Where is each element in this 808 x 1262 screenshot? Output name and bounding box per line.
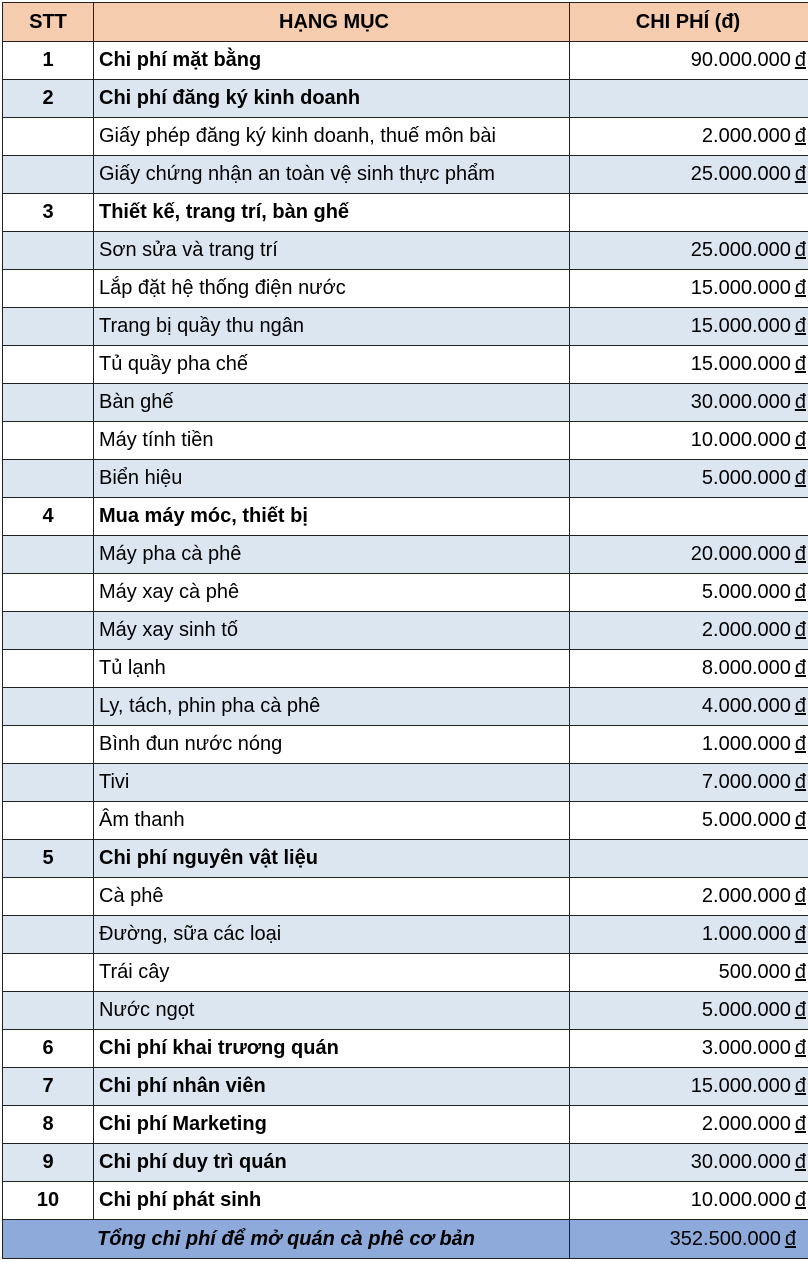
row-cost: [570, 650, 808, 688]
table-row: [3, 916, 808, 954]
row-cost: [570, 346, 808, 384]
row-item: Máy xay sinh tố: [94, 612, 570, 650]
currency-symbol: đ: [794, 429, 806, 451]
row-item: Chi phí Marketing: [94, 1106, 570, 1144]
row-stt: [3, 802, 94, 840]
row-item: Tủ lạnh: [94, 650, 570, 688]
table-row: [3, 498, 808, 536]
row-stt: 10: [3, 1182, 94, 1220]
table-row: [3, 1030, 808, 1068]
cost-value: 30.000.000: [690, 1151, 791, 1173]
row-cost: [570, 422, 808, 460]
cost-value: 8.000.000: [701, 657, 791, 679]
row-stt: [3, 878, 94, 916]
row-item: Máy tính tiền: [94, 422, 570, 460]
total-row: [3, 1220, 808, 1259]
row-item: Thiết kế, trang trí, bàn ghế: [94, 194, 570, 232]
row-item: Bình đun nước nóng: [94, 726, 570, 764]
table-row: [3, 346, 808, 384]
row-cost: [570, 536, 808, 574]
table-row: [3, 650, 808, 688]
cost-value: 4.000.000: [701, 695, 791, 717]
currency-symbol: đ: [794, 353, 806, 375]
table-row: [3, 612, 808, 650]
cost-value: 2.000.000: [701, 619, 791, 641]
row-cost: [570, 878, 808, 916]
cost-value: 1.000.000: [701, 733, 791, 755]
row-item: Nước ngọt: [94, 992, 570, 1030]
row-item: Sơn sửa và trang trí: [94, 232, 570, 270]
row-cost: [570, 460, 808, 498]
currency-symbol: đ: [794, 733, 806, 755]
row-cost: [570, 1182, 808, 1220]
total-value: 352.500.000: [669, 1227, 781, 1250]
currency-symbol: đ: [794, 239, 806, 261]
row-stt: [3, 308, 94, 346]
row-stt: 4: [3, 498, 94, 536]
row-item: Máy xay cà phê: [94, 574, 570, 612]
cost-value: 5.000.000: [701, 581, 791, 603]
row-cost: [570, 118, 808, 156]
row-stt: 5: [3, 840, 94, 878]
cost-value: 10.000.000: [690, 429, 791, 451]
row-cost: [570, 612, 808, 650]
table-row: [3, 422, 808, 460]
row-stt: [3, 384, 94, 422]
cost-value: 10.000.000: [690, 1189, 791, 1211]
row-item: Tivi: [94, 764, 570, 802]
row-cost: [570, 688, 808, 726]
row-stt: 7: [3, 1068, 94, 1106]
table-row: [3, 270, 808, 308]
cost-value: 15.000.000: [690, 1075, 791, 1097]
row-stt: [3, 612, 94, 650]
table-row: [3, 1068, 808, 1106]
currency-symbol: đ: [794, 1075, 806, 1097]
row-cost: [570, 80, 808, 118]
row-cost: [570, 384, 808, 422]
row-stt: [3, 688, 94, 726]
table-row: [3, 802, 808, 840]
row-item: Chi phí khai trương quán: [94, 1030, 570, 1068]
row-cost: [570, 1144, 808, 1182]
table-row: [3, 954, 808, 992]
row-stt: [3, 916, 94, 954]
row-stt: [3, 536, 94, 574]
row-cost: [570, 194, 808, 232]
cost-value: 25.000.000: [690, 163, 791, 185]
row-stt: 2: [3, 80, 94, 118]
table-row: [3, 194, 808, 232]
row-item: Tủ quầy pha chế: [94, 346, 570, 384]
cost-value: 25.000.000: [690, 239, 791, 261]
row-item: Âm thanh: [94, 802, 570, 840]
cost-value: 5.000.000: [701, 809, 791, 831]
row-cost: [570, 1030, 808, 1068]
row-item: Mua máy móc, thiết bị: [94, 498, 570, 536]
row-stt: [3, 574, 94, 612]
cost-value: 15.000.000: [690, 315, 791, 337]
row-cost: [570, 840, 808, 878]
row-cost: [570, 308, 808, 346]
table-row: [3, 1106, 808, 1144]
table-row: [3, 460, 808, 498]
currency-symbol: đ: [794, 657, 806, 679]
table-row: [3, 1144, 808, 1182]
row-item: Chi phí nhân viên: [94, 1068, 570, 1106]
row-item: Chi phí phát sinh: [94, 1182, 570, 1220]
row-cost: [570, 992, 808, 1030]
row-stt: [3, 346, 94, 384]
row-item: Lắp đặt hệ thống điện nước: [94, 270, 570, 308]
currency-symbol: đ: [794, 923, 806, 945]
row-stt: [3, 726, 94, 764]
row-stt: [3, 270, 94, 308]
currency-symbol: đ: [794, 1037, 806, 1059]
row-stt: [3, 954, 94, 992]
currency-symbol: đ: [794, 581, 806, 603]
row-item: Trái cây: [94, 954, 570, 992]
currency-symbol: đ: [794, 315, 806, 337]
header-item: HẠNG MỤC: [94, 3, 570, 42]
table-row: [3, 536, 808, 574]
table-row: [3, 42, 808, 80]
row-stt: [3, 232, 94, 270]
row-stt: 9: [3, 1144, 94, 1182]
row-stt: [3, 764, 94, 802]
table-row: [3, 574, 808, 612]
row-item: Giấy chứng nhận an toàn vệ sinh thực phẩm: [94, 156, 570, 194]
row-stt: [3, 650, 94, 688]
cost-value: 15.000.000: [690, 353, 791, 375]
row-stt: [3, 460, 94, 498]
row-item: Chi phí đăng ký kinh doanh: [94, 80, 570, 118]
cost-value: 20.000.000: [690, 543, 791, 565]
cost-value: 7.000.000: [701, 771, 791, 793]
table-row: [3, 840, 808, 878]
row-item: Bàn ghế: [94, 384, 570, 422]
currency-symbol: đ: [794, 163, 806, 185]
table-row: [3, 726, 808, 764]
table-row: [3, 992, 808, 1030]
currency-symbol: đ: [794, 1151, 806, 1173]
row-item: Ly, tách, phin pha cà phê: [94, 688, 570, 726]
currency-symbol: đ: [794, 467, 806, 489]
currency-symbol: đ: [794, 125, 806, 147]
row-item: Trang bị quầy thu ngân: [94, 308, 570, 346]
currency-symbol: đ: [794, 1189, 806, 1211]
row-item: Giấy phép đăng ký kinh doanh, thuế môn bài: [94, 118, 570, 156]
row-stt: [3, 992, 94, 1030]
row-cost: [570, 156, 808, 194]
currency-symbol: đ: [794, 885, 806, 907]
cost-value: 500.000: [718, 961, 791, 983]
cost-table: [2, 2, 808, 1259]
row-cost: [570, 1106, 808, 1144]
table-row: [3, 764, 808, 802]
table-row: [3, 156, 808, 194]
row-cost: [570, 42, 808, 80]
row-stt: [3, 422, 94, 460]
currency-symbol: đ: [794, 809, 806, 831]
total-cost: [570, 1220, 808, 1259]
row-cost: [570, 270, 808, 308]
currency-symbol: đ: [794, 543, 806, 565]
currency-symbol: đ: [784, 1227, 796, 1250]
table-row: [3, 118, 808, 156]
header-stt: STT: [3, 3, 94, 42]
cost-value: 3.000.000: [701, 1037, 791, 1059]
row-item: Chi phí nguyên vật liệu: [94, 840, 570, 878]
cost-value: 5.000.000: [701, 467, 791, 489]
row-cost: [570, 574, 808, 612]
row-cost: [570, 1068, 808, 1106]
table-row: [3, 688, 808, 726]
row-stt: [3, 118, 94, 156]
row-stt: [3, 156, 94, 194]
row-stt: 3: [3, 194, 94, 232]
row-stt: 6: [3, 1030, 94, 1068]
currency-symbol: đ: [794, 277, 806, 299]
table-row: [3, 384, 808, 422]
header-row: [3, 3, 808, 42]
cost-value: 5.000.000: [701, 999, 791, 1021]
currency-symbol: đ: [794, 1113, 806, 1135]
header-cost: CHI PHÍ (đ): [570, 3, 808, 42]
row-stt: 8: [3, 1106, 94, 1144]
row-cost: [570, 498, 808, 536]
table-row: [3, 1182, 808, 1220]
row-cost: [570, 232, 808, 270]
row-cost: [570, 726, 808, 764]
row-cost: [570, 764, 808, 802]
currency-symbol: đ: [794, 49, 806, 71]
table-row: [3, 80, 808, 118]
currency-symbol: đ: [794, 391, 806, 413]
table-row: [3, 878, 808, 916]
table-row: [3, 232, 808, 270]
total-label: Tổng chi phí để mở quán cà phê cơ bản: [3, 1220, 570, 1259]
row-item: Cà phê: [94, 878, 570, 916]
currency-symbol: đ: [794, 771, 806, 793]
row-cost: [570, 954, 808, 992]
cost-value: 2.000.000: [701, 125, 791, 147]
row-item: Máy pha cà phê: [94, 536, 570, 574]
row-item: Chi phí duy trì quán: [94, 1144, 570, 1182]
row-stt: 1: [3, 42, 94, 80]
row-cost: [570, 916, 808, 954]
cost-value: 15.000.000: [690, 277, 791, 299]
cost-value: 1.000.000: [701, 923, 791, 945]
row-item: Đường, sữa các loại: [94, 916, 570, 954]
row-item: Biển hiệu: [94, 460, 570, 498]
cost-value: 2.000.000: [701, 885, 791, 907]
currency-symbol: đ: [794, 999, 806, 1021]
row-item: Chi phí mặt bằng: [94, 42, 570, 80]
table-row: [3, 308, 808, 346]
cost-value: 30.000.000: [690, 391, 791, 413]
currency-symbol: đ: [794, 695, 806, 717]
cost-value: 90.000.000: [690, 49, 791, 71]
cost-value: 2.000.000: [701, 1113, 791, 1135]
currency-symbol: đ: [794, 961, 806, 983]
currency-symbol: đ: [794, 619, 806, 641]
row-cost: [570, 802, 808, 840]
